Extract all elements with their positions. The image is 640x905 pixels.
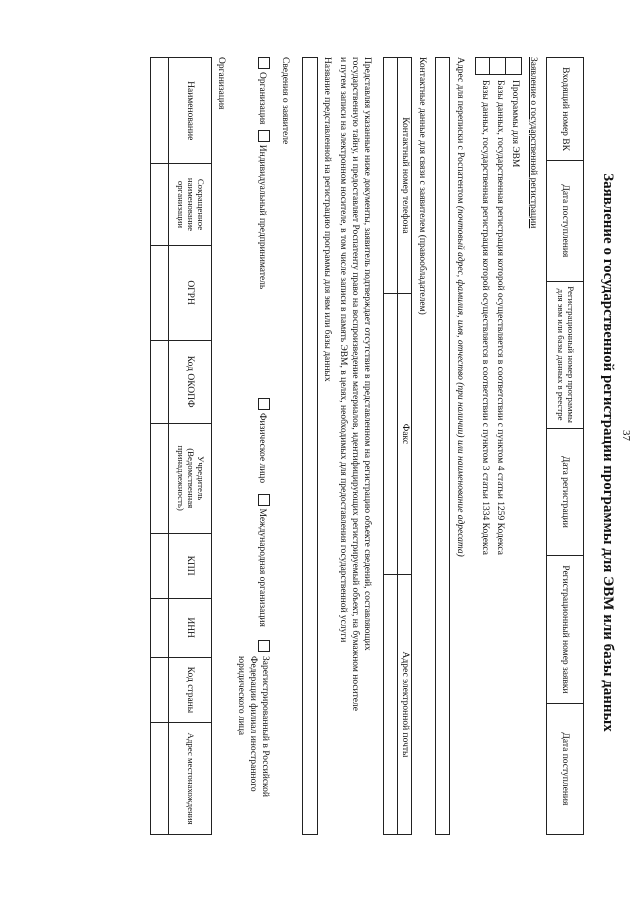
header-cell: Входящий номер ВК bbox=[547, 58, 584, 161]
contacts-table bbox=[383, 57, 412, 835]
org-column-header: Код страны bbox=[169, 657, 212, 722]
individual-checkbox[interactable] bbox=[258, 398, 270, 410]
address-label: Адрес для переписки с Роспатентом (почтовый адрес, фамилия, имя, отчество (при наличии) или наименование адресата) bbox=[455, 57, 465, 557]
org-column-header: Учредитель (Ведомственная принадлежность) bbox=[169, 423, 212, 533]
org-column-header: ОГРН bbox=[169, 245, 212, 340]
foreign-branch-checkbox[interactable] bbox=[258, 640, 270, 652]
header-cell: Регистрационный номер программы для эвм или базы данных в реестре bbox=[547, 281, 584, 428]
applicant-types: Физическое лицо Международная организация bbox=[257, 398, 270, 627]
address-field[interactable] bbox=[435, 57, 450, 835]
header-cell: Дата поступления bbox=[547, 161, 584, 281]
organization-table bbox=[150, 57, 212, 835]
org-column-header: Код ОКОПФ bbox=[169, 340, 212, 423]
organization-label: Организация bbox=[216, 57, 226, 110]
page-title: Заявление о государственной регистрации программы для ЭВМ или базы данных bbox=[600, 173, 616, 732]
option-program: Программы для ЭВМ bbox=[510, 80, 520, 168]
org-column-header: Наименование bbox=[169, 58, 212, 164]
program-name-label: Название представленной на регистрацию программы для эвм или базы данных bbox=[322, 57, 332, 382]
contact-fax-header: Факс bbox=[398, 293, 412, 574]
applicant-heading: Сведения о заявителе bbox=[280, 57, 290, 145]
international-org-checkbox[interactable] bbox=[258, 494, 270, 506]
org-country-code-field[interactable] bbox=[151, 657, 169, 722]
org-column-header: КПП bbox=[169, 533, 212, 598]
declaration-line: Представляя указанные ниже документы, заявитель подтверждает отсутствие в представленном на регистрацию объекте сведений, составляющих bbox=[362, 57, 372, 651]
statement-checkbox-column bbox=[475, 57, 522, 75]
page-number: 37 bbox=[620, 430, 632, 441]
org-okopf-field[interactable] bbox=[151, 340, 169, 423]
applicant-types: Организация Индивидуальный предприниматель bbox=[257, 57, 270, 289]
org-inn-field[interactable] bbox=[151, 598, 169, 657]
program-name-field[interactable] bbox=[302, 57, 318, 835]
contact-fax-field[interactable] bbox=[384, 293, 398, 574]
org-column-header: ИНН bbox=[169, 598, 212, 657]
foreign-branch-label: Зарегистрированный в Российской bbox=[260, 656, 270, 798]
org-column-header: Адрес местонахождения bbox=[169, 723, 212, 835]
declaration-line: и путем записи на электронном носителе, в том числе записи в память ЭВМ, в целях, необходимых для предоставления государственной услуги bbox=[338, 57, 348, 643]
option-database-1259: Базы данных, государственная регистрация которой осуществляется в соответствии с пунктом 4 статьи 1259 Кодекса bbox=[495, 80, 505, 555]
foreign-branch-label: юридического лица bbox=[236, 656, 246, 736]
header-cell: Дата поступления bbox=[547, 703, 584, 834]
statement-heading: Заявление о государственной регистрации bbox=[528, 57, 538, 229]
org-founder-field[interactable] bbox=[151, 423, 169, 533]
individual-entrepreneur-checkbox[interactable] bbox=[258, 130, 270, 142]
org-ogrn-field[interactable] bbox=[151, 245, 169, 340]
contact-phone-header: Контактный номер телефона bbox=[398, 58, 412, 294]
org-short-name-field[interactable] bbox=[151, 164, 169, 245]
org-kpp-field[interactable] bbox=[151, 533, 169, 598]
foreign-branch-label: Федерации филиал иностранного bbox=[248, 656, 258, 792]
contact-email-header: Адрес электронной почты bbox=[398, 574, 412, 834]
option-database-1334: Базы данных, государственная регистрация которой осуществляется в соответствии с пунктом 3 статьи 1334 Кодекса bbox=[480, 80, 490, 555]
contact-phone-field[interactable] bbox=[384, 58, 398, 294]
header-cell: Регистрационный номер заявки bbox=[547, 556, 584, 704]
header-cell: Дата регистрации bbox=[547, 428, 584, 555]
contacts-heading: Контактные данные для связи с заявителем (правообладателем) bbox=[417, 57, 427, 315]
organization-checkbox[interactable] bbox=[258, 57, 270, 69]
org-column-header: Сокращенное наименование организации bbox=[169, 164, 212, 245]
header-table bbox=[546, 57, 584, 835]
org-address-field[interactable] bbox=[151, 723, 169, 835]
org-name-field[interactable] bbox=[151, 58, 169, 164]
declaration-line: государственную тайну, и предоставляет Роспатенту право на воспроизведение материалов, идентифицирующих регистрируемый объект, на бумажном носителе bbox=[350, 57, 360, 711]
contact-email-field[interactable] bbox=[384, 574, 398, 834]
